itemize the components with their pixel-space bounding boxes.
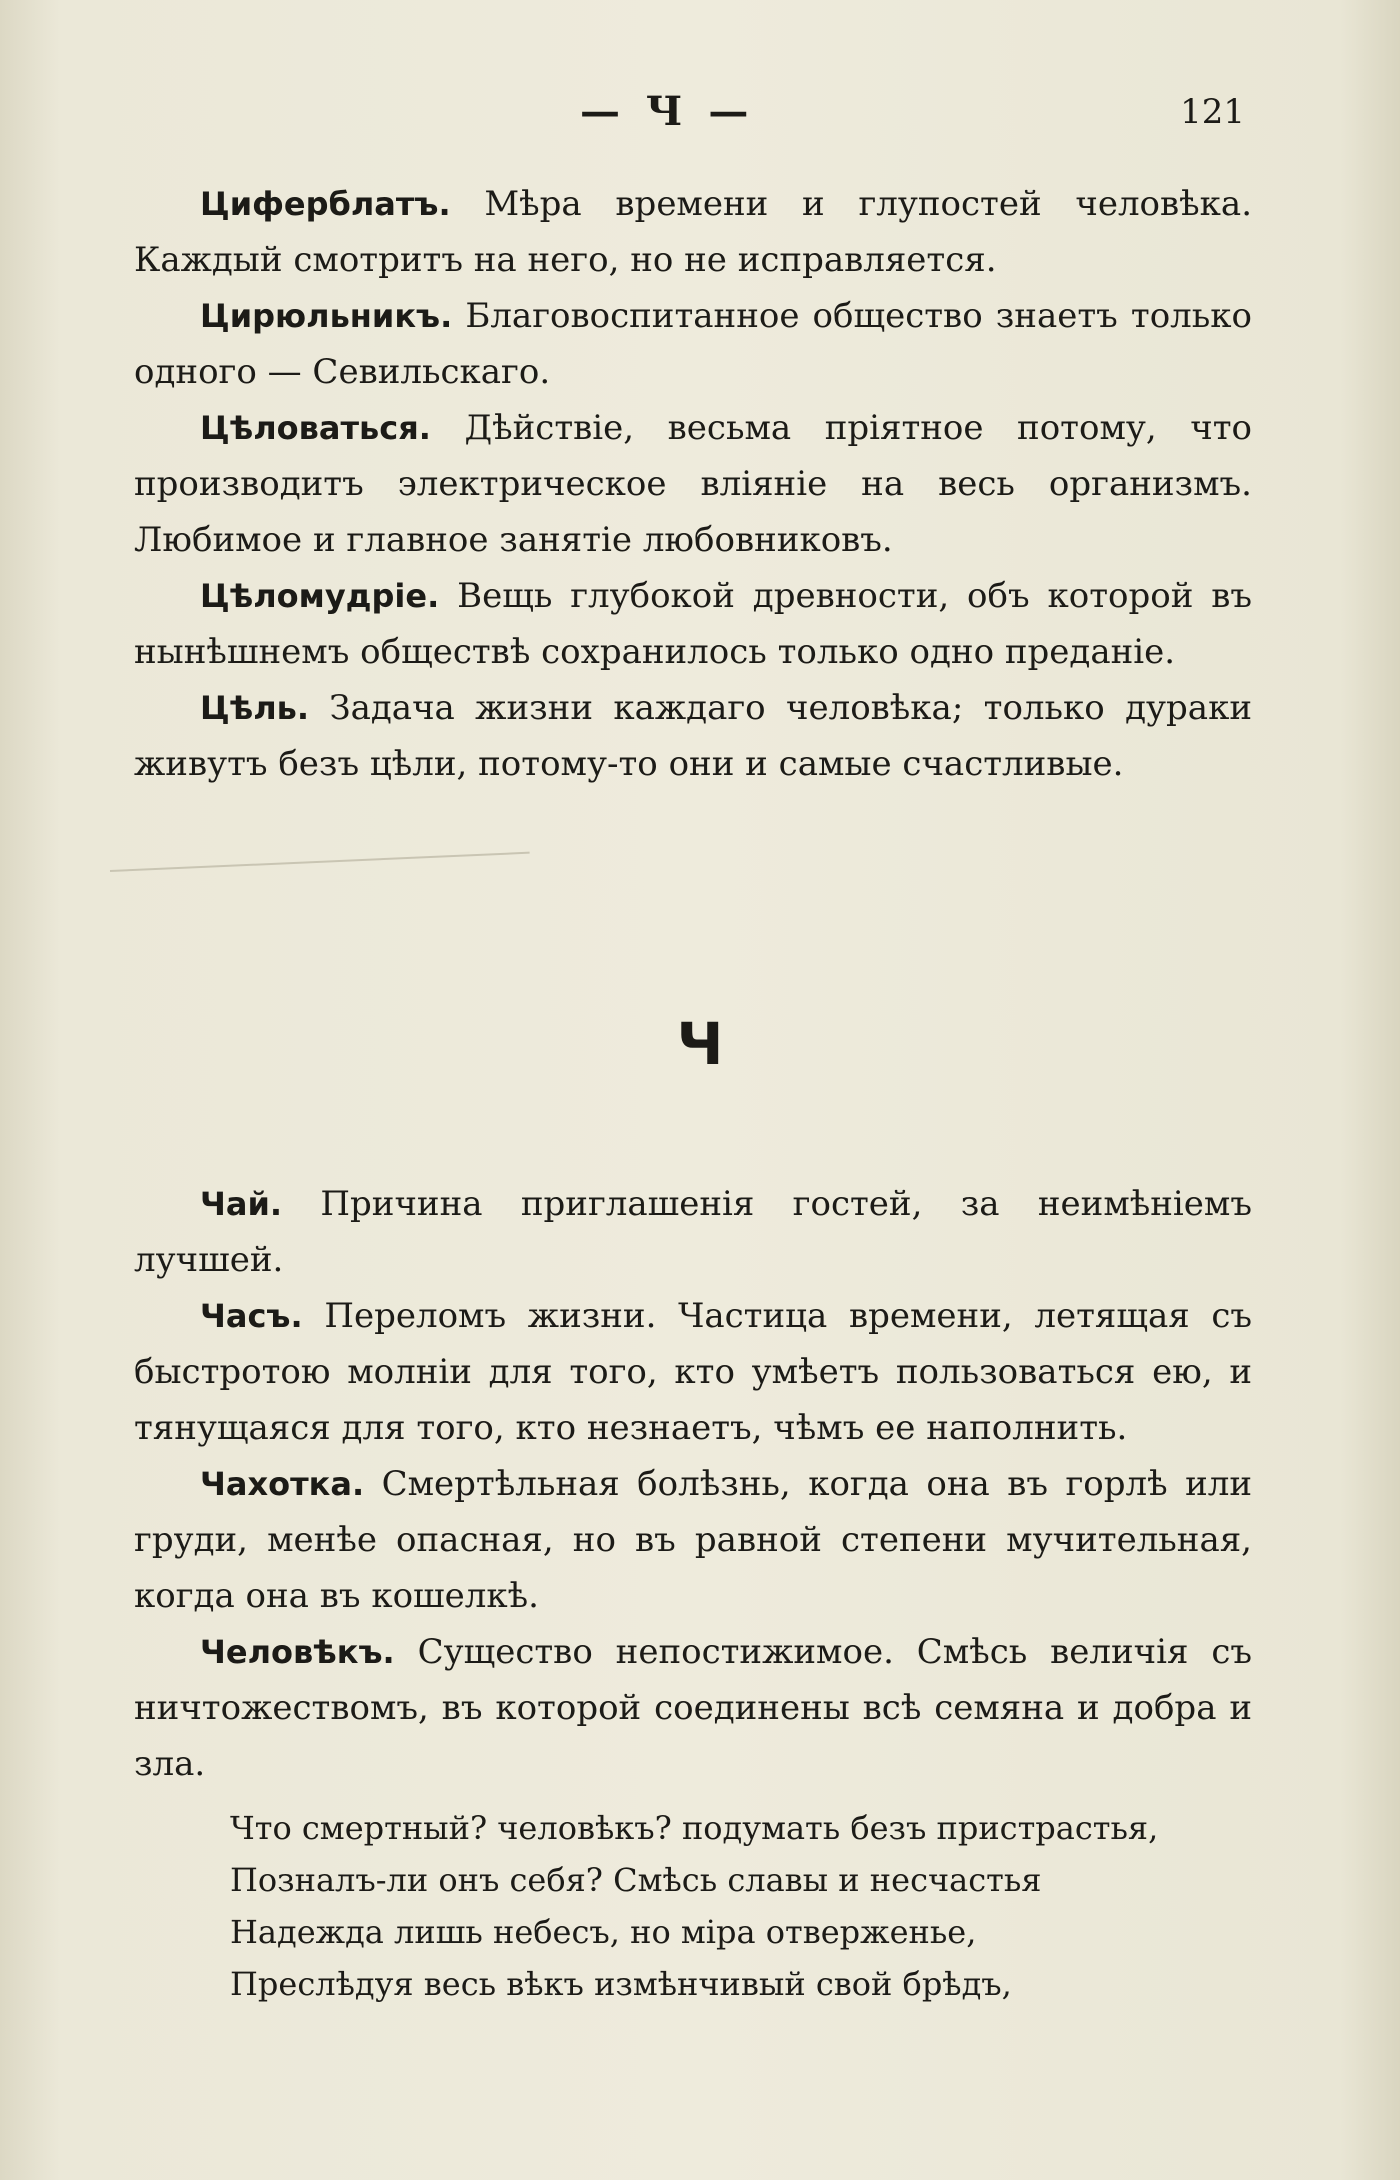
dictionary-entry [134,1176,1252,1288]
entry-definition: Существо непостижимое. Смѣсь величія съ ничтожествомъ, въ которой соединены всѣ семяна и добра и зла. [134,1632,1252,1784]
entry-definition: Причина приглашенія гостей, за неимѣніемъ лучшей. [134,1184,1253,1280]
running-head: — Ч — [580,88,755,135]
entry-definition: Дѣйствіе, весьма пріятное потому, что производитъ электрическое вліяніе на весь организмъ. Любимое и главное занятіе любовниковъ. [134,408,1253,560]
entries-section-ch [134,1176,1252,2010]
dictionary-entry [134,1624,1252,1792]
dictionary-entry [134,1456,1252,1624]
dictionary-entry [134,680,1252,792]
dictionary-entry [134,288,1252,400]
verse-line: Что смертный? человѣкъ? подумать безъ пристрастья, [230,1809,1159,1847]
dictionary-entry [134,400,1252,568]
verse-line: Надежда лишь небесъ, но міра отверженье, [230,1913,977,1951]
entry-term: Часъ. [200,1297,303,1335]
entry-definition: Задача жизни каждаго человѣка; только дураки живутъ безъ цѣли, потому-то они и самые счастливые. [134,688,1252,784]
entry-definition: Вещь глубокой древности, объ которой въ нынѣшнемъ обществѣ сохранилось только одно преданіе. [134,576,1252,672]
entry-term: Цѣломудріе. [200,577,440,615]
entry-term: Циферблатъ. [200,185,451,223]
entries-section-ts [134,176,1252,792]
entry-definition: Благовоспитанное общество знаетъ только одного — Севильскаго. [134,296,1252,392]
entry-definition: Мѣра времени и глупостей человѣка. Каждый смотритъ на него, но не исправляется. [134,184,1252,280]
verse-line: Преслѣдуя весь вѣкъ измѣнчивый свой брѣдъ, [230,1965,1012,2003]
page-header [0,88,1400,148]
dictionary-entry [134,568,1252,680]
entry-definition: Смертѣльная болѣзнь, когда она въ горлѣ или груди, менѣе опасная, но въ равной степени мучительная, когда она въ кошелкѣ. [134,1464,1253,1616]
entry-term: Цѣловаться. [200,409,431,447]
entry-term: Чахотка. [200,1465,365,1503]
verse-line: Позналъ-ли онъ себя? Смѣсь славы и несчастья [230,1861,1042,1899]
entry-term: Человѣкъ. [200,1633,395,1671]
entry-definition: Переломъ жизни. Частица времени, летящая съ быстротою молніи для того, кто умѣетъ пользоваться ею, и тянущаяся для того, кто незнаетъ, чѣмъ ее наполнить. [134,1296,1253,1448]
dictionary-entry [134,176,1252,288]
entry-term: Цирюльникъ. [200,297,453,335]
pencil-mark-divider [110,852,530,872]
verse-quotation [230,1802,1252,2010]
page-number: 121 [1180,92,1245,132]
entry-term: Чай. [200,1185,283,1223]
dictionary-entry [134,1288,1252,1456]
entry-term: Цѣль. [200,689,310,727]
section-letter-heading: Ч [676,1010,724,1078]
